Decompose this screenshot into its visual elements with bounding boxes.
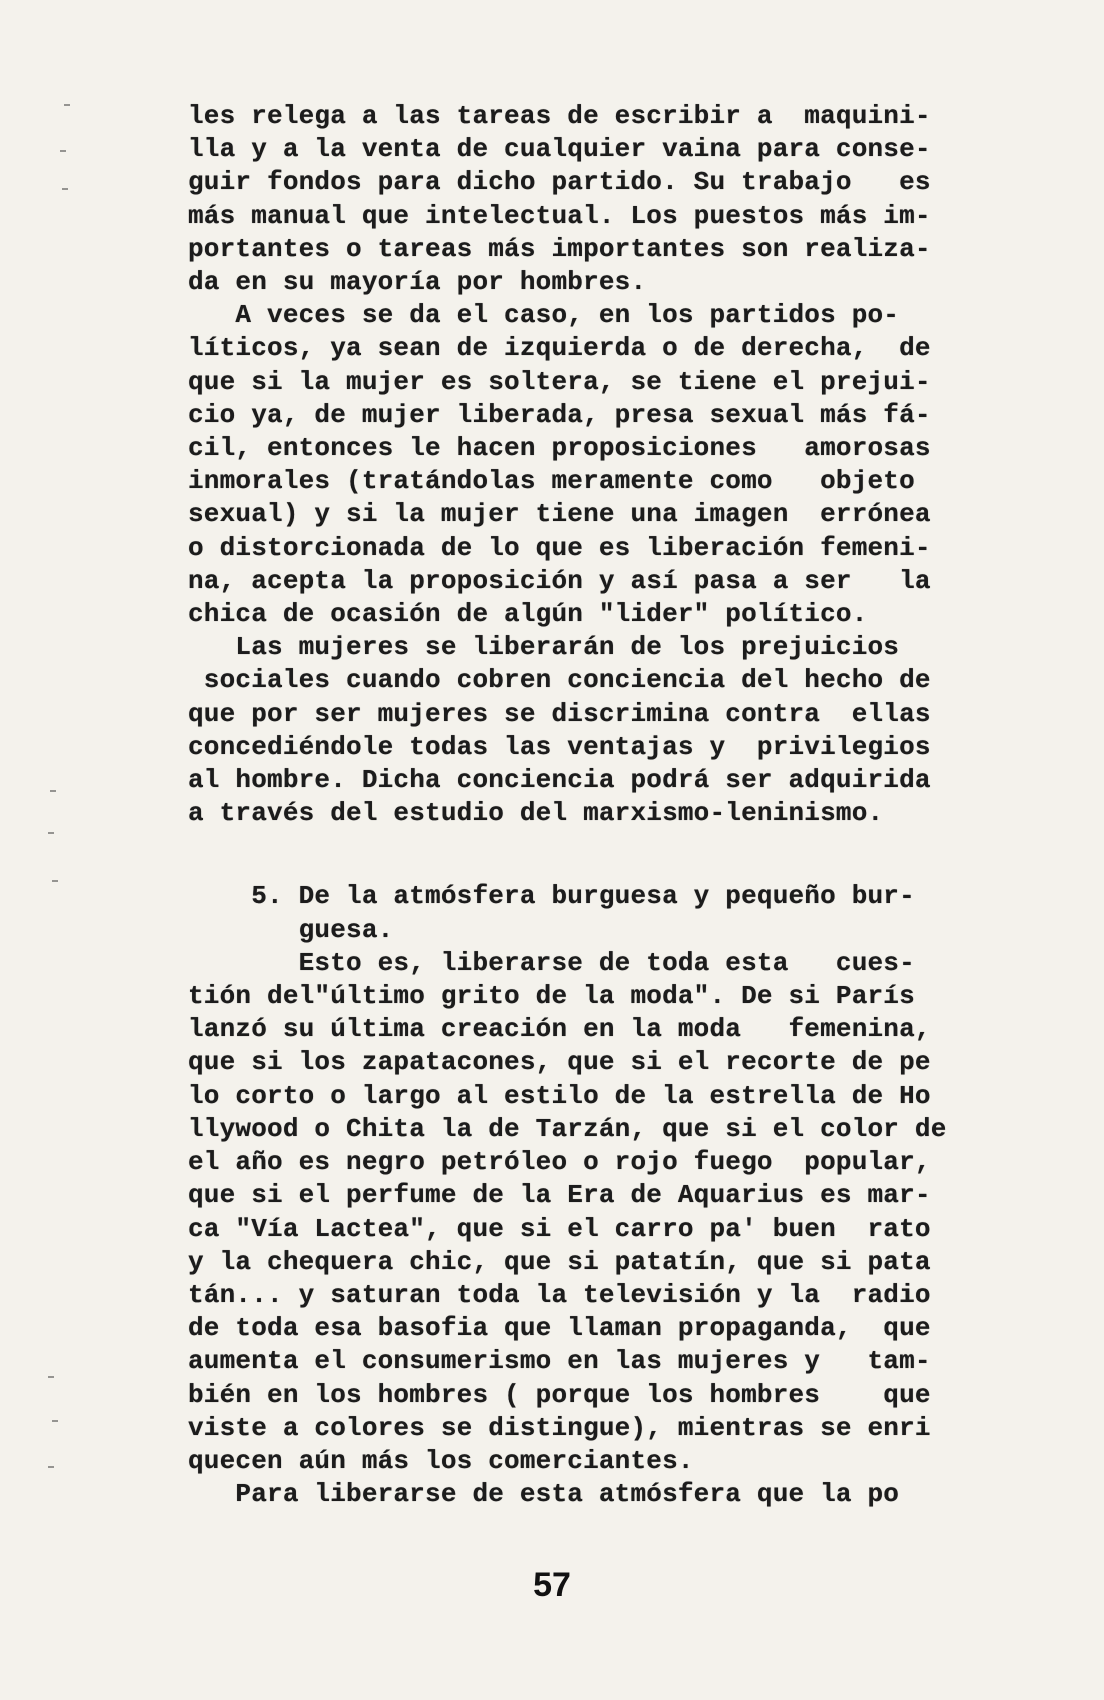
text-line: viste a colores se distingue), mientras se enri <box>188 1412 931 1443</box>
text-line: cio ya, de mujer liberada, presa sexual más fá- <box>188 399 931 430</box>
scan-speck <box>48 1376 54 1378</box>
scan-speck <box>52 1420 58 1422</box>
text-line: chica de ocasión de algún "lider" político. <box>188 599 868 630</box>
text-line: lanzó su última creación en la moda femenina, <box>188 1014 931 1045</box>
text-line: o distorcionada de lo que es liberación femeni- <box>188 532 931 563</box>
text-line: y la chequera chic, que si patatín, que si pata <box>188 1246 931 1277</box>
scan-speck <box>60 150 66 152</box>
text-line: bién en los hombres ( porque los hombres que <box>188 1379 931 1410</box>
scan-speck <box>52 880 58 882</box>
text-line: na, acepta la proposición y así pasa a ser la <box>188 565 931 596</box>
text-line: Para liberarse de esta atmósfera que la po <box>188 1479 900 1510</box>
text-line: portantes o tareas más importantes son realiza- <box>188 233 931 264</box>
text-line: tión del"último grito de la moda". De si París <box>188 981 915 1012</box>
text-line: llywood o Chita la de Tarzán, que si el color de <box>188 1113 947 1144</box>
text-line: ca "Vía Lactea", que si el carro pa' buen rato <box>188 1213 931 1244</box>
heading-line: guesa. <box>188 914 394 945</box>
text-line: que por ser mujeres se discrimina contra ellas <box>188 698 931 729</box>
text-line: guir fondos para dicho partido. Su trabajo es <box>188 167 931 198</box>
text-line: lla y a la venta de cualquier vaina para conse- <box>188 134 931 165</box>
text-line: el año es negro petróleo o rojo fuego popular, <box>188 1147 931 1178</box>
page-number: 57 <box>533 1566 571 1604</box>
text-line: líticos, ya sean de izquierda o de derecha, de <box>188 333 931 364</box>
text-line: que si la mujer es soltera, se tiene el prejui- <box>188 366 931 397</box>
text-line: aumenta el consumerismo en las mujeres y tam- <box>188 1346 931 1377</box>
text-line: sexual) y si la mujer tiene una imagen errónea <box>188 499 931 530</box>
text-line: más manual que intelectual. Los puestos más im- <box>188 200 931 231</box>
text-line: a través del estudio del marxismo-leninismo. <box>188 798 884 829</box>
scan-speck <box>50 790 56 792</box>
text-line: sociales cuando cobren conciencia del hecho de <box>188 665 931 696</box>
scan-speck <box>48 832 54 834</box>
text-line: A veces se da el caso, en los partidos po- <box>188 300 900 331</box>
text-line: les relega a las tareas de escribir a maquini- <box>188 101 931 131</box>
heading-line: 5. De la atmósfera burguesa y pequeño bur- <box>188 881 915 912</box>
text-line: que si el perfume de la Era de Aquarius es mar- <box>188 1180 931 1211</box>
text-line: tán... y saturan toda la televisión y la radio <box>188 1279 931 1310</box>
paragraph-gap <box>188 830 968 880</box>
scan-speck <box>48 1466 54 1468</box>
section-heading <box>188 880 968 946</box>
paragraph-3 <box>188 631 968 830</box>
paragraph-1 <box>188 100 968 299</box>
text-line: de toda esa basofia que llaman propaganda, que <box>188 1313 931 1344</box>
text-line: cil, entonces le hacen proposiciones amorosas <box>188 433 931 464</box>
paragraph-2 <box>188 299 968 631</box>
paragraph-4 <box>188 947 968 1478</box>
paragraph-5 <box>188 1478 968 1511</box>
text-line: Esto es, liberarse de toda esta cues- <box>188 947 915 978</box>
text-line: concediéndole todas las ventajas y privilegios <box>188 731 931 762</box>
text-line: quecen aún más los comerciantes. <box>188 1445 694 1476</box>
text-line: da en su mayoría por hombres. <box>188 267 647 298</box>
text-line: inmorales (tratándolas meramente como objeto <box>188 466 915 497</box>
scan-speck <box>64 104 70 106</box>
text-line: al hombre. Dicha conciencia podrá ser adquirida <box>188 765 931 796</box>
scan-speck <box>62 188 68 190</box>
text-line: que si los zapatacones, que si el recorte de pe <box>188 1047 931 1078</box>
text-line: Las mujeres se liberarán de los prejuicios <box>188 632 900 663</box>
body-text <box>188 100 968 1511</box>
text-line: lo corto o largo al estilo de la estrella de Ho <box>188 1080 931 1111</box>
